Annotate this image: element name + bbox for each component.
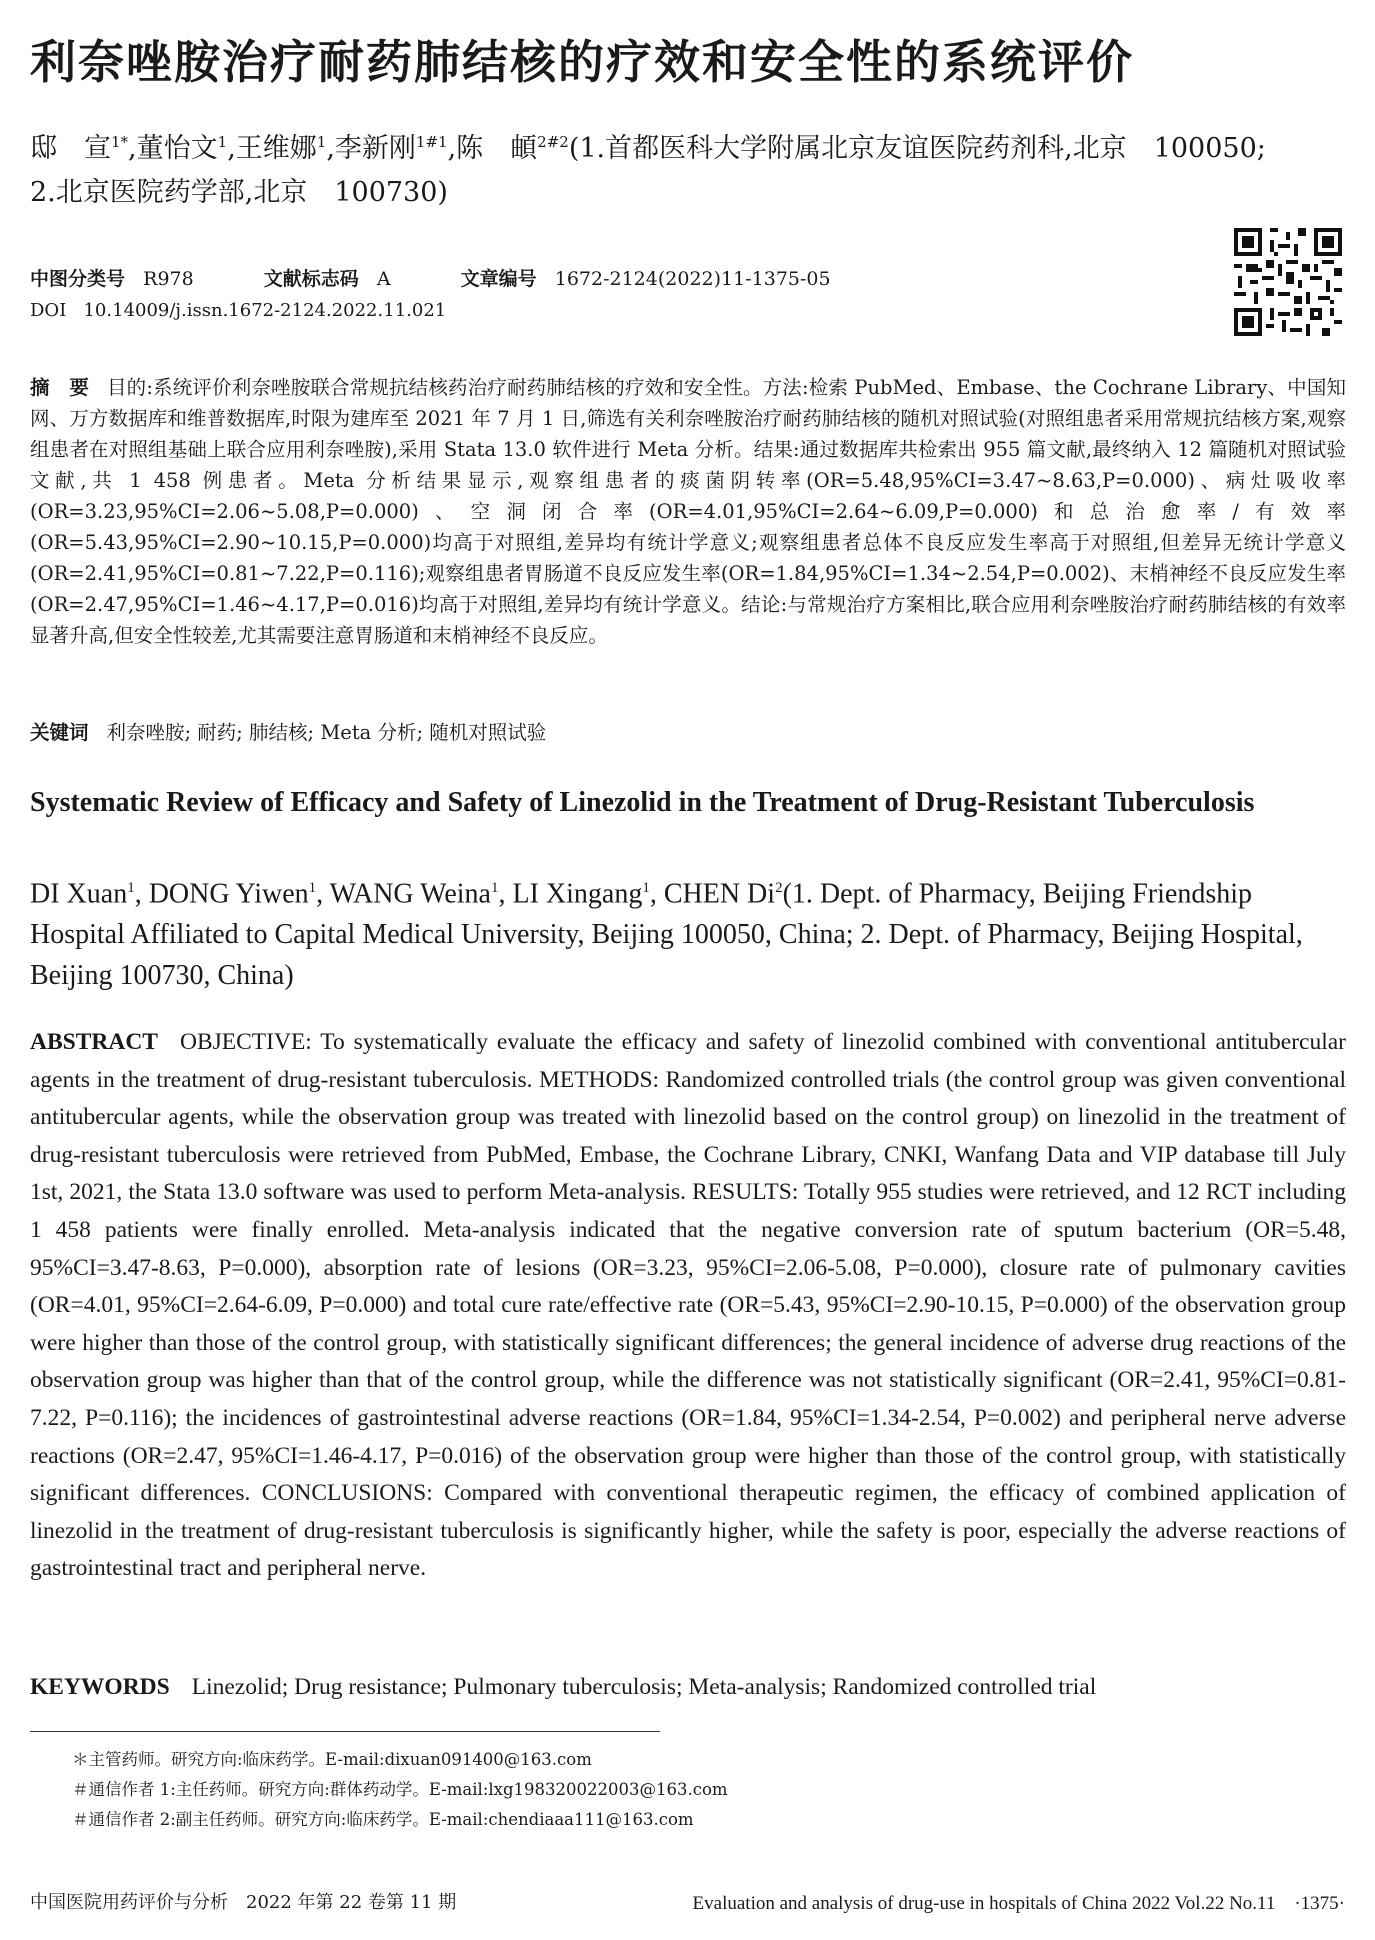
affiliation-en: (1. Dept. of Pharmacy, Beijing Friendship Hospital Affiliated to Capital Medical University, Beijing 100050, China; 2. Dept. of Pharmacy, Beijing Hospital, Beijing 100730, China): [30, 878, 1303, 992]
author-name-en: LI Xingang: [512, 878, 643, 910]
doi-line: [30, 300, 446, 321]
abstract-en-text: OBJECTIVE: To systematically evaluate the efficacy and safety of linezolid combined with conventional antitubercular agents in the treatment of drug-resistant tuberculosis. METHODS: Randomized controlled trials (the control group was given conventional antitubercular agents, while the observation group was treated with linezolid based on the control group) on linezolid in the treatment of drug-resistant tuberculosis were retrieved from PubMed, Embase, the Cochrane Library, CNKI, Wanfang Data and VIP database till July 1st, 2021, the Stata 13.0 software was used to perform Meta-analysis. RESULTS: Totally 955 studies were retrieved, and 12 RCT including 1 458 patients were finally enrolled. Meta-analysis indicated that the negative conversion rate of sputum bacterium (OR=5.48, 95%CI=3.47-8.63, P=0.000), absorption rate of lesions (OR=3.23, 95%CI=2.06-5.08, P=0.000), closure rate of pulmonary cavities (OR=4.01, 95%CI=2.64-6.09, P=0.000) and total cure rate/effective rate (OR=5.43, 95%CI=2.90-10.15, P=0.000) of the observation group were higher than those of the control group, with statistically significant differences; the general incidence of adverse drug reactions of the observation group was higher than that of the control group, while the difference was not statistically significant (OR=2.41, 95%CI=0.81-7.22, P=0.116); the incidences of gastrointestinal adverse reactions (OR=1.84, 95%CI=1.34-2.54, P=0.002) and peripheral nerve adverse reactions (OR=2.47, 95%CI=1.46-4.17, P=0.016) of the observation group were higher than those of the control group, with statistically significant differences. CONCLUSIONS: Compared with conventional therapeutic regimen, the efficacy of combined application of linezolid in the treatment of drug-resistant tuberculosis is significantly higher, while the safety is poor, especially the adverse reactions of gastrointestinal tract and peripheral nerve.: [30, 1029, 1346, 1582]
author-sup-en: 1: [127, 880, 135, 896]
abstract-zh-label: 摘 要: [30, 376, 89, 399]
author-sup: 1#1: [415, 133, 448, 151]
author-list-en: DI Xuan$^1$, DONG Yiwen$^1$, WANG Weina$^1$, LI Xingang$^1$, CHEN Di$^2$(1. Dept. of Pharmacy, Beijing Friendship Hospital Affiliated to Capital Medical University, Beijing 100050, China; 2. Dept. of Pharmacy, Beijing Hospital, Beijing 100730, China): [30, 878, 1303, 992]
footnote-2: ＃通信作者 1:主任药师。研究方向:群体药动学。E-mail:lxg198320022003@163.com: [72, 1780, 728, 1799]
article-no-value: 1672-2124(2022)11-1375-05: [554, 268, 831, 290]
author-sup-en: 1: [308, 880, 317, 896]
footnote-divider: [30, 1731, 660, 1732]
author-sup: 1: [316, 133, 327, 151]
author-name: 董怡文: [136, 133, 218, 164]
author-name: 陈 頔: [456, 133, 538, 164]
doc-code-label: 文献标志码: [263, 268, 359, 290]
doi-label: DOI: [30, 300, 67, 321]
article-no-label: 文章编号: [460, 268, 537, 290]
author-name-en: DONG Yiwen: [148, 878, 309, 910]
clc-label: 中图分类号: [30, 268, 126, 290]
keywords-zh-label: 关键词: [30, 721, 89, 744]
author-sup: 1: [217, 133, 228, 151]
journal-footer-zh: 中国医院用药评价与分析 2022 年第 22 卷第 11 期: [30, 1892, 457, 1913]
author-name-en: CHEN Di: [663, 878, 776, 910]
author-name-en: DI Xuan: [30, 878, 128, 910]
abstract-zh: [30, 372, 1346, 651]
keywords-zh: [30, 718, 1346, 748]
keywords-en-text: Linezolid; Drug resistance; Pulmonary tuberculosis; Meta-analysis; Randomized controlled trial: [191, 1674, 1097, 1700]
abstract-en-label: ABSTRACT: [30, 1029, 158, 1055]
author-sup: 2#2: [537, 133, 569, 151]
author-list-zh: 邸 宣$^{1*}$,董怡文$^1$,王维娜$^1$,李新刚$^{1\#1}$,陈 頔$^{2\#2}$(1.首都医科大学附属北京友谊医院药剂科,北京 100050; 2.北京医院药学部,北京 100730): [30, 133, 1266, 208]
author-name: 王维娜: [235, 133, 317, 164]
keywords-en-label: KEYWORDS: [30, 1674, 170, 1700]
doi-value: 10.14009/j.issn.1672-2124.2022.11.021: [83, 300, 447, 321]
author-sup-en: 1: [642, 880, 650, 896]
doc-code-value: A: [376, 268, 391, 290]
paper-title-zh: 利奈唑胺治疗耐药肺结核的疗效和安全性的系统评价: [30, 35, 1134, 89]
affiliation-zh-line1: (1.首都医科大学附属北京友谊医院药剂科,北京 100050;: [568, 133, 1266, 164]
keywords-en: [30, 1670, 1346, 1704]
footnote-1: ＊主管药师。研究方向:临床药学。E-mail:dixuan091400@163.com: [72, 1750, 592, 1769]
author-name: 邸 宣: [30, 133, 111, 164]
qr-code-icon[interactable]: [1234, 228, 1342, 336]
keywords-zh-text: 利奈唑胺; 耐药; 肺结核; Meta 分析; 随机对照试验: [106, 721, 547, 744]
footnote-3: ＃通信作者 2:副主任药师。研究方向:临床药学。E-mail:chendiaaa111@163.com: [72, 1810, 694, 1829]
author-name-en: WANG Weina: [329, 878, 491, 910]
author-sup-en: 1: [490, 880, 499, 896]
author-name: 李新刚: [334, 133, 416, 164]
classification-line: [30, 264, 831, 291]
paper-title-en: Systematic Review of Efficacy and Safety of Linezolid in the Treatment of Drug-Resistant Tuberculosis: [30, 787, 1255, 818]
affiliation-zh-line2: 2.北京医院药学部,北京 100730): [30, 177, 448, 208]
author-sup: 1*: [111, 133, 129, 151]
abstract-zh-text: 目的:系统评价利奈唑胺联合常规抗结核药治疗耐药肺结核的疗效和安全性。方法:检索 PubMed、Embase、the Cochrane Library、中国知网、万方数据库和维普数据库,时限为建库至 2021 年 7 月 1 日,筛选有关利奈唑胺治疗耐药肺结核的随机对照试验(对照组患者采用常规抗结核方案,观察组患者在对照组基础上联合应用利奈唑胺),采用 Stata 13.0 软件进行 Meta 分析。结果:通过数据库共检索出 955 篇文献,最终纳入 12 篇随机对照试验文献,共 1 458 例患者。Meta 分析结果显示,观察组患者的痰菌阴转率(OR=5.48,95%CI=3.47~8.63,P=0.000)、病灶吸收率(OR=3.23,95%CI=2.06~5.08,P=0.000)、空洞闭合率(OR=4.01,95%CI=2.64~6.09,P=0.000)和总治愈率/有效率(OR=5.43,95%CI=2.90~10.15,P=0.000)均高于对照组,差异均有统计学意义;观察组患者总体不良反应发生率高于对照组,但差异无统计学意义(OR=2.41,95%CI=0.81~7.22,P=0.116);观察组患者胃肠道不良反应发生率(OR=1.84,95%CI=1.34~2.54,P=0.002)、末梢神经不良反应发生率(OR=2.47,95%CI=1.46~4.17,P=0.016)均高于对照组,差异均有统计学意义。结论:与常规治疗方案相比,联合应用利奈唑胺治疗耐药肺结核的有效率显著升高,但安全性较差,尤其需要注意胃肠道和末梢神经不良反应。: [30, 376, 1346, 647]
author-sup-en: 2: [775, 880, 783, 896]
journal-footer-en: Evaluation and analysis of drug-use in hospitals of China 2022 Vol.22 No.11 ·1375·: [692, 1893, 1345, 1914]
clc-value: R978: [143, 268, 194, 290]
abstract-en: [30, 1024, 1346, 1588]
